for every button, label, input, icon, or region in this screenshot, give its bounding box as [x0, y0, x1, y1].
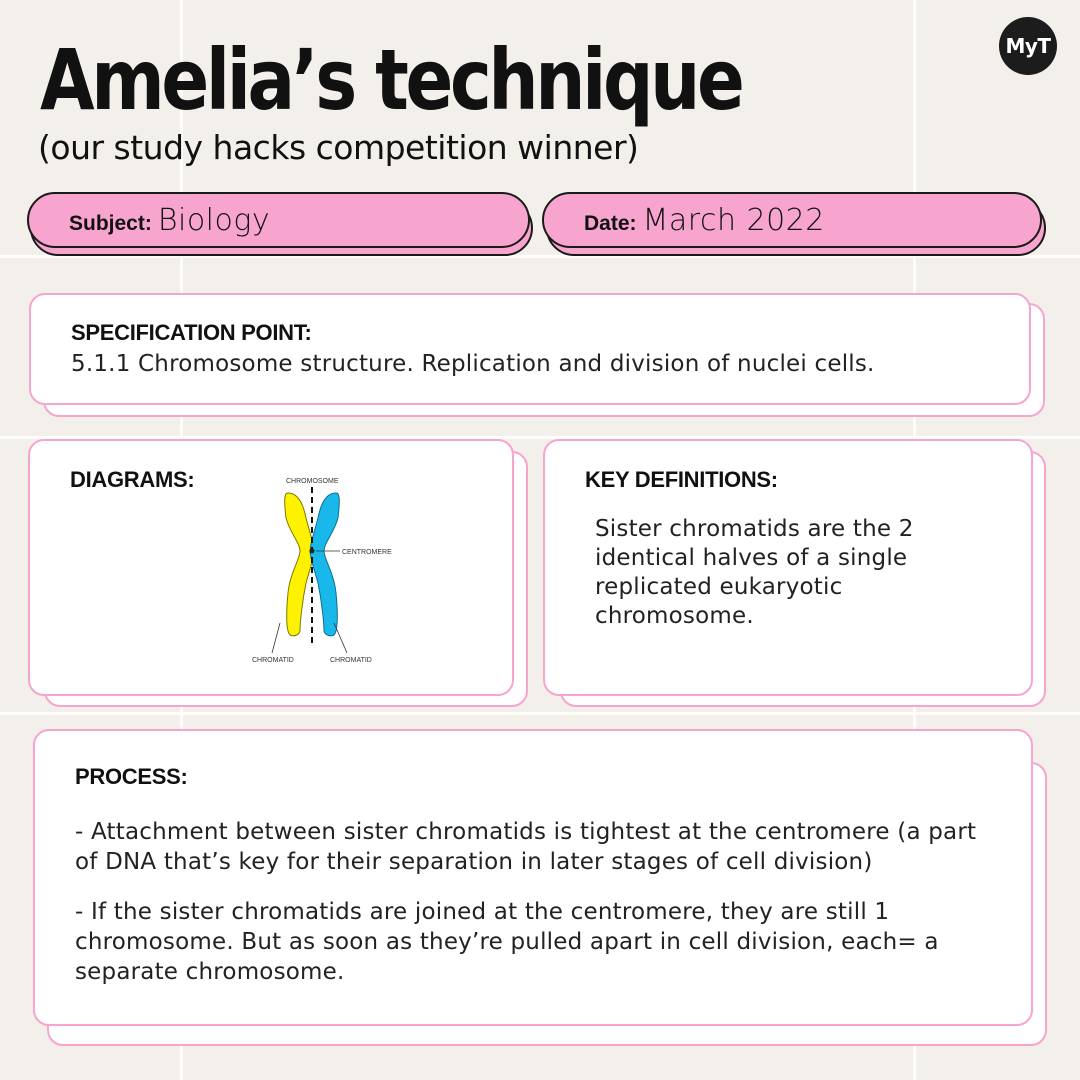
diagrams-card	[28, 439, 514, 696]
page-subtitle: (our study hacks competition winner)	[38, 128, 639, 167]
date-value: March 2022	[642, 202, 825, 238]
centromere-label: CENTROMERE	[342, 549, 392, 556]
page-title: Amelia’s technique	[40, 31, 742, 129]
chromosome-diagram	[244, 473, 404, 669]
date-label: Date:	[584, 212, 637, 235]
logo: MyT	[999, 17, 1057, 75]
process-list	[75, 817, 995, 1007]
process-card	[33, 729, 1033, 1026]
centromere-point	[310, 549, 315, 554]
specification-text: 5.1.1 Chromosome structure. Replication and division of nuclei cells.	[71, 351, 875, 377]
subject-label: Subject:	[69, 212, 152, 235]
diagrams-heading: DIAGRAMS:	[70, 467, 195, 492]
process-item: - Attachment between sister chromatids is tightest at the centromere (a part of DNA that’s key for their separation in later stages of cell division)	[75, 819, 977, 875]
subject-pill	[27, 192, 530, 248]
chromosome-label: CHROMOSOME	[286, 478, 339, 485]
process-item: - If the sister chromatids are joined at the centromere, they are still 1 chromosome. But as soon as they’re pulled apart in cell division, each= a separate chromosome.	[75, 899, 939, 985]
chromatid-left-label: CHROMATID	[252, 657, 294, 664]
grid-line	[0, 712, 1080, 715]
chromatid-right-label: CHROMATID	[330, 657, 372, 664]
definitions-text: Sister chromatids are the 2 identical halves of a single replicated eukaryotic chromosome.	[595, 516, 914, 629]
definitions-card	[543, 439, 1033, 696]
subject-value: Biology	[157, 202, 271, 238]
definitions-heading: KEY DEFINITIONS:	[585, 467, 778, 492]
specification-card	[29, 293, 1031, 405]
process-heading: PROCESS:	[75, 764, 188, 789]
date-pill	[542, 192, 1042, 248]
specification-heading: SPECIFICATION POINT:	[71, 320, 312, 345]
